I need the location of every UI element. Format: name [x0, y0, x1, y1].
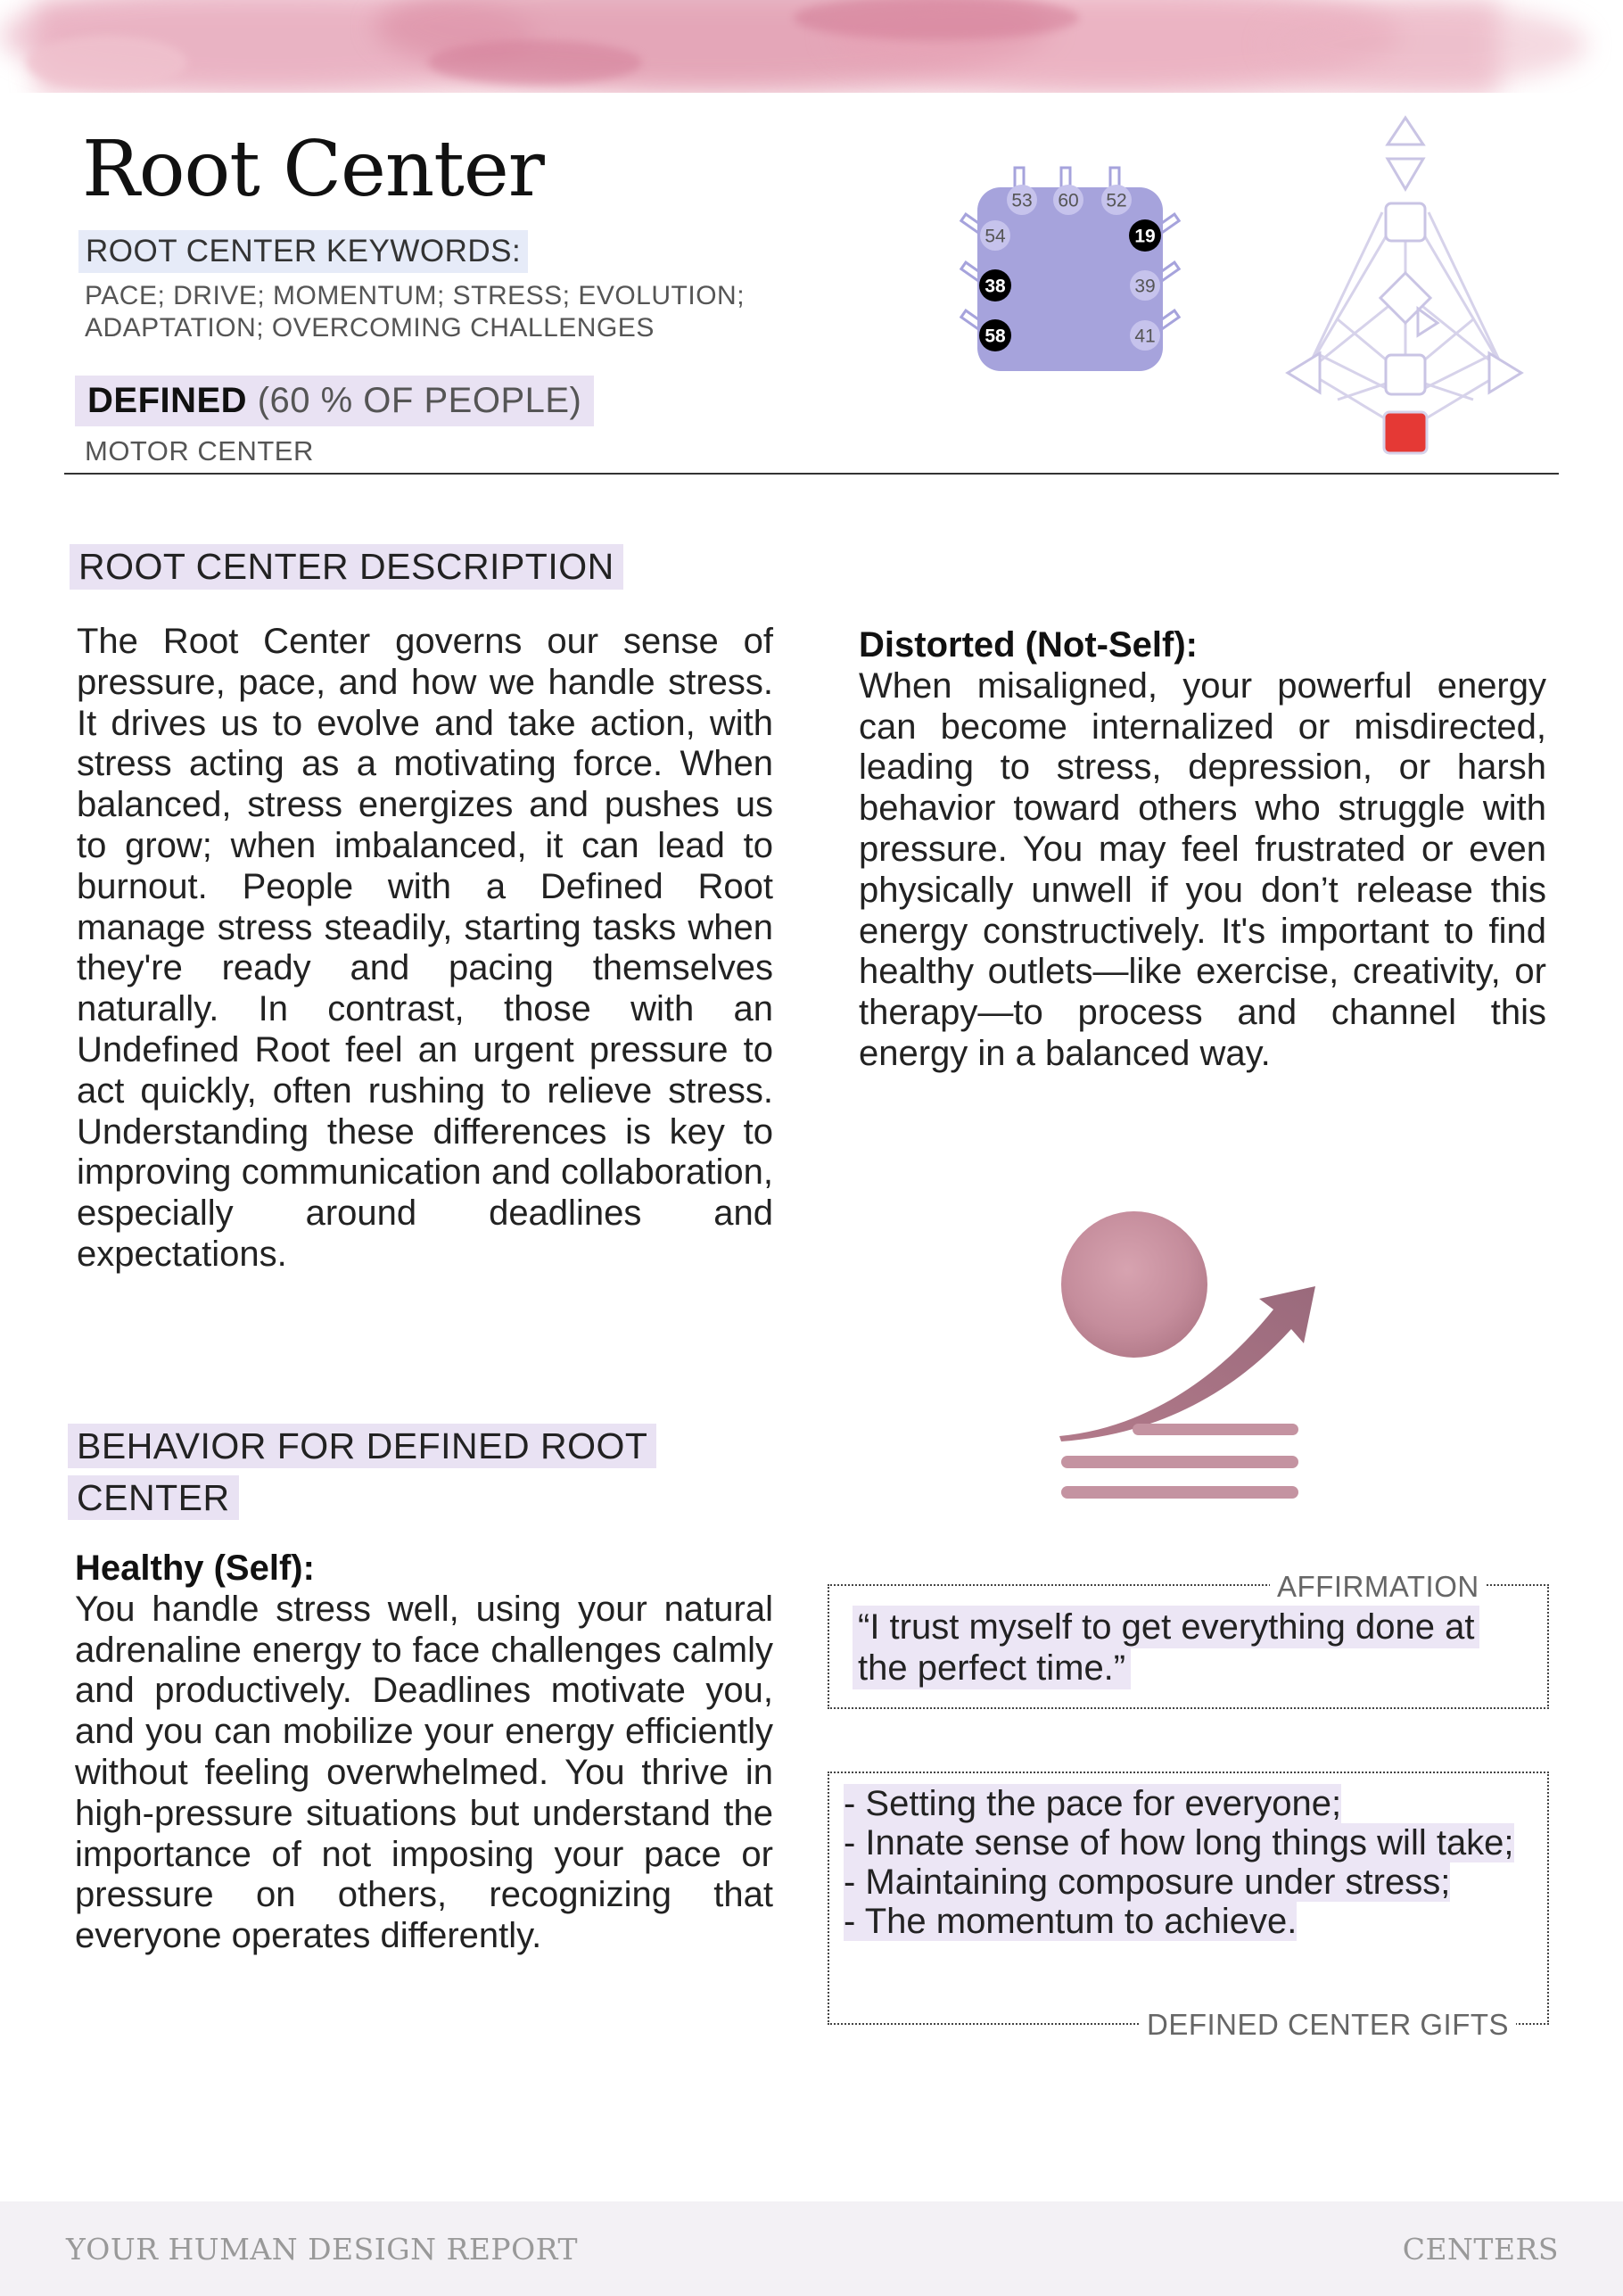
ego-center: [1418, 309, 1438, 335]
gate-label: 58: [985, 326, 1006, 347]
gift-item: - Setting the pace for everyone;: [844, 1784, 1342, 1823]
healthy-text: You handle stress well, using your natural adrenaline energy to face challenges calmly and productively. Deadlines motivate you, and you can mobilize your energy efficiently without feeling overwhelmed. You thrive in high-pressure situations but understand the importance of not imposing your pace or pressure on others, recognizing that everyone operates differently.: [75, 1589, 773, 1956]
center-type: MOTOR CENTER: [85, 435, 314, 467]
gifts-list: [844, 1784, 1530, 1941]
distorted-block: [859, 625, 1546, 1075]
gate-label: 19: [1134, 226, 1156, 247]
gift-item: - Maintaining composure under stress;: [844, 1862, 1451, 1902]
gifts-label: DEFINED CENTER GIFTS: [1140, 2008, 1516, 2042]
behavior-heading-line-2: CENTER: [68, 1475, 239, 1520]
footer-section-name: CENTERS: [1402, 2232, 1559, 2267]
keywords-line-2: ADAPTATION; OVERCOMING CHALLENGES: [85, 313, 655, 343]
gift-item: - Innate sense of how long things will take;: [844, 1823, 1514, 1862]
gate-label: 41: [1134, 326, 1156, 347]
behavior-heading: [68, 1420, 656, 1524]
defined-word: DEFINED: [87, 381, 248, 420]
description-text: The Root Center governs our sense of pressure, pace, and how we handle stress. It drives us to evolve and take action, with stress acting as a motivating force. When balanced, stress energizes and pushes us to grow; when imbalanced, it can lead to burnout. People with a Defined Root manage stress steadily, starting tasks when they're ready and pacing themselves naturally. In contrast, those with an Undefined Root feel an urgent pressure to act quickly, often rushing to relieve stress. Understanding these differences is key to improving communication and collaboration, especially around deadlines and expectations.: [77, 622, 773, 1274]
root-center-defined: [1384, 412, 1427, 453]
watercolor-header: [0, 0, 1623, 96]
spleen-center: [1288, 353, 1320, 392]
gate-label: 60: [1058, 190, 1079, 211]
header-divider: [64, 473, 1559, 475]
gate-label: 54: [985, 226, 1006, 247]
healthy-title: Healthy (Self):: [75, 1549, 315, 1588]
sun-circle: [1061, 1211, 1207, 1358]
solar-plexus-center: [1489, 353, 1521, 392]
distorted-text: When misaligned, your powerful energy can become internalized or misdirected, leading to stress, depression, or harsh behavior toward others who struggle with pressure. You may feel frustrated or even physically unwell if you don’t release this energy constructively. It's important to find healthy outlets—like exercise, creativity, or therapy—to process and channel this energy in a balanced way.: [859, 665, 1546, 1073]
throat-center: [1386, 203, 1425, 241]
root-gate-diagram: [945, 161, 1195, 375]
sacral-center: [1386, 355, 1425, 394]
keywords-text: [85, 280, 887, 344]
line-decoration: [1061, 1456, 1298, 1468]
distorted-title: Distorted (Not-Self):: [859, 625, 1198, 665]
line-decoration: [1061, 1486, 1298, 1499]
healthy-block: [75, 1549, 773, 1957]
line-decoration: [1133, 1424, 1298, 1435]
footer-report-title: YOUR HUMAN DESIGN REPORT: [66, 2232, 578, 2267]
page-title: Root Center: [82, 125, 544, 214]
behavior-heading-line-1: BEHAVIOR FOR DEFINED ROOT: [68, 1424, 656, 1468]
keywords-line-1: PACE; DRIVE; MOMENTUM; STRESS; EVOLUTION;: [85, 281, 746, 310]
description-heading: ROOT CENTER DESCRIPTION: [70, 544, 623, 590]
keywords-label: ROOT CENTER KEYWORDS:: [78, 230, 528, 273]
affirmation-label: AFFIRMATION: [1270, 1570, 1487, 1604]
defined-percentage: (60 % OF PEOPLE): [257, 381, 582, 420]
head-center: [1388, 118, 1423, 145]
ajna-center: [1388, 159, 1423, 189]
gift-item: - The momentum to achieve.: [844, 1902, 1298, 1941]
gate-label: 38: [985, 276, 1006, 297]
bodygraph-diagram: [1284, 114, 1525, 462]
affirmation-text: [853, 1606, 1512, 1689]
defined-badge: [75, 376, 594, 426]
growth-illustration: [1043, 1204, 1329, 1516]
affirmation-quote: “I trust myself to get everything done at the perfect time.”: [853, 1606, 1479, 1689]
gate-label: 53: [1011, 190, 1033, 211]
gate-label: 52: [1106, 190, 1127, 211]
gate-label: 39: [1134, 276, 1156, 297]
